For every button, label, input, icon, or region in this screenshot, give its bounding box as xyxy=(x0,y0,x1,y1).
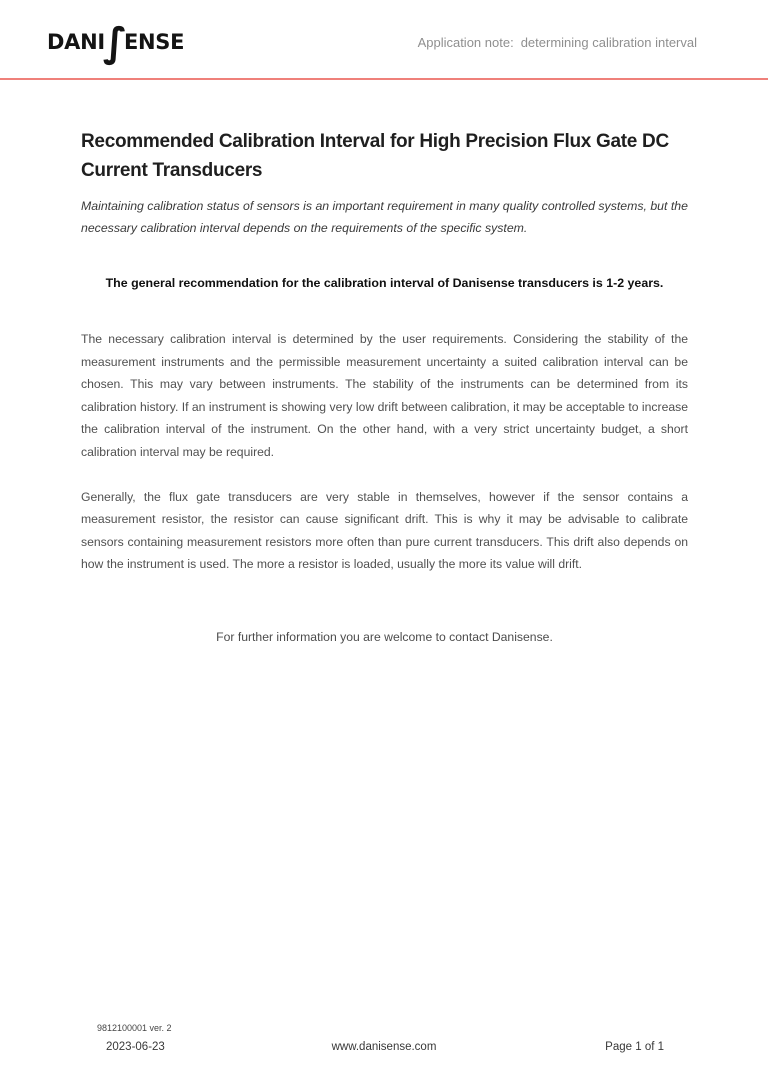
intro-paragraph: Maintaining calibration status of sensors is an important requirement in many quality controlled systems, but the necessary calibration interval depends on the requirements of the specific system. xyxy=(81,199,688,235)
page-header xyxy=(0,0,768,78)
footer-row xyxy=(0,1041,768,1057)
body-paragraph-1: The necessary calibration interval is determined by the user requirements. Considering the stability of the measurement instruments and the permissible measurement uncertainty a suited calibration interval can be chosen. This may vary between instruments. The stability of the instruments can be determined from its calibration history. If an instrument is showing very low drift between calibration, it may be acceptable to increase the calibration interval of the instrument. On the other hand, with a very strict uncertainty budget, a short calibration interval may be required. xyxy=(81,332,688,459)
document-body xyxy=(81,127,688,644)
footer-date: 2023-06-23 xyxy=(106,1041,165,1053)
logo-text-suffix: ENSE xyxy=(123,30,185,54)
body-paragraph-2: Generally, the flux gate transducers are very stable in themselves, however if the sensor contains a measurement resistor, the resistor can cause significant drift. This is why it may be advisable to calibrate sensors containing measurement resistors more often than pure current transducers. This drift also depends on how the instrument is used. The more a resistor is loaded, usually the more its value will drift. xyxy=(81,489,688,572)
application-note-heading xyxy=(418,35,697,50)
logo-text-prefix: DANI xyxy=(47,30,105,54)
footer-page-number: Page 1 of 1 xyxy=(605,1041,664,1053)
application-note-value: determining calibration interval xyxy=(520,34,697,50)
contact-line: For further information you are welcome to contact Danisense. xyxy=(216,629,553,644)
header-accent-rule xyxy=(0,78,768,80)
page-title: Recommended Calibration Interval for High Precision Flux Gate DC Current Transducers xyxy=(81,131,669,181)
footer-website-link[interactable]: www.danisense.com xyxy=(331,1041,437,1053)
danisense-logo: DANI ∫ ENSE xyxy=(47,20,185,66)
application-note-label: Application note: xyxy=(417,34,514,50)
document-reference: 9812100001 ver. 2 xyxy=(97,1023,172,1033)
recommendation-highlight: The general recommendation for the calibration interval of Danisense transducers is 1-2 years. xyxy=(105,276,664,290)
